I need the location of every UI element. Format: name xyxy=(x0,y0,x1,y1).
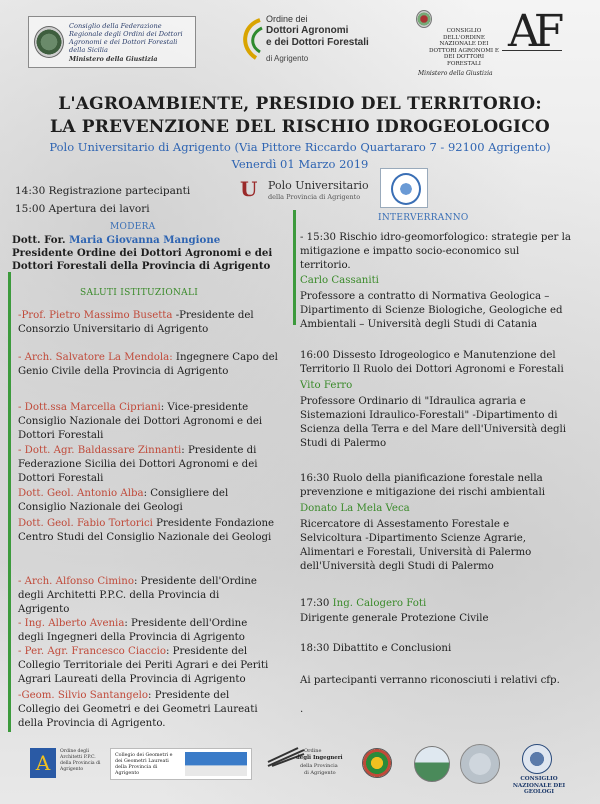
blue-stamp-icon xyxy=(391,173,421,205)
saluti-item-line xyxy=(18,488,228,501)
footer-logo-emblem xyxy=(360,746,394,780)
left-accent-bar xyxy=(8,272,11,732)
speaker2-role2: Sistemazioni Idraulico-Forestali" -Dipartimento di xyxy=(300,410,558,421)
talk4-role: Dirigente generale Protezione Civile xyxy=(300,613,489,624)
talk4-time: 17:30 xyxy=(300,598,333,609)
event-date: Venerdì 01 Marzo 2019 xyxy=(231,157,369,171)
logo-consiglio-nazionale-af xyxy=(408,6,588,80)
saluti-header: SALUTI ISTITUZIONALI xyxy=(80,288,199,298)
moderator-prefix: Dott. For. xyxy=(12,234,70,246)
periti-landscape-icon xyxy=(414,746,450,782)
saluti-item-role: : Presidente dell'Ordine xyxy=(124,618,248,629)
af-consiglio-text: CONSIGLIO DELL'ORDINE NAZIONALE DEI DOTTORI AGRONOMI E DEI DOTTORI FORESTALI xyxy=(428,28,499,67)
speaker2-role4: Studi di Palermo xyxy=(300,438,387,449)
modera-header: MODERA xyxy=(110,222,156,232)
saluti-item-line xyxy=(18,532,271,545)
event-title-line1: L'AGROAMBIENTE, PRESIDIO DEL TERRITORIO: xyxy=(58,94,542,114)
speaker2-role3: Scienza della Terra e del Mare dell'Università degli xyxy=(300,424,567,435)
saluti-item-line xyxy=(18,502,183,515)
saluti-item-role: -Presidente del xyxy=(175,310,254,321)
right-accent-bar xyxy=(293,210,296,325)
ingegneri-line1: Ordine xyxy=(304,748,322,754)
saluti-item-text: Consiglio Nazionale dei Geologi xyxy=(18,502,183,513)
logo-federazione-sicilia xyxy=(28,16,196,68)
round-seal-icon xyxy=(460,744,500,784)
italian-emblem-icon xyxy=(34,26,64,58)
speaker3-role1: Ricercatore di Assestamento Forestale e xyxy=(300,519,510,530)
saluti-item-text: degli Architetti P.P.C. della Provincia di xyxy=(18,590,220,601)
geologi-globe-icon xyxy=(522,744,552,774)
saluti-item-line xyxy=(18,646,247,659)
saluti-item-line xyxy=(18,618,247,631)
saluti-item-line xyxy=(18,604,69,617)
speaker1-name: Carlo Cassaniti xyxy=(300,275,379,286)
saluti-item-name: Dott. Geol. Fabio Tortorici xyxy=(18,518,153,529)
saluti-item-line xyxy=(18,660,268,673)
saluti-item-line xyxy=(18,518,274,531)
saluti-item-name: Dott. Geol. Antonio Alba xyxy=(18,488,144,499)
moderator-role-1: Presidente Ordine dei Dottori Agronomi e dei xyxy=(12,247,273,259)
saluti-item-line xyxy=(18,576,257,589)
talk1-line3: territorio. xyxy=(300,260,351,271)
saluti-item-role: : Presidente dell'Ordine xyxy=(134,576,257,587)
logo-ordine-agrigento xyxy=(238,12,378,72)
saluti-item-name: -Geom. Silvio Santangelo xyxy=(18,690,149,701)
talk3-line2: prevenzione e mitigazione dei rischi ambientali xyxy=(300,487,546,498)
trailing-dot: . xyxy=(300,704,304,715)
saluti-item-text: Agrari Laureati della Provincia di Agrigento xyxy=(18,674,246,685)
architetti-text: Ordine degli Architetti P.P.C. della Provincia di Agrigento xyxy=(60,749,101,772)
saluti-item-line xyxy=(18,704,258,717)
saluti-item-name: - Arch. Alfonso Cimino xyxy=(18,576,134,587)
footer-logo-geometri xyxy=(110,748,252,780)
ordine-swoosh-icon xyxy=(238,18,264,60)
saluti-item-role: : Presidente del xyxy=(165,646,248,657)
saluti-item-name: - Per. Agr. Francesco Ciaccio xyxy=(18,646,166,657)
saluti-item-line xyxy=(18,310,254,323)
saluti-item-line xyxy=(18,590,219,603)
speaker1-role3: Ambientali – Università degli Studi di Catania xyxy=(300,319,538,330)
architetti-mark-icon: A xyxy=(30,748,56,778)
schedule-apertura: 15:00 Apertura dei lavori xyxy=(15,203,150,215)
saluti-item-text: degli Ingegneri della Provincia di Agrigento xyxy=(18,632,245,643)
saluti-item-text: Federazione Sicilia dei Dottori Agronomi e dei xyxy=(18,459,258,470)
saluti-item-name: - Arch. Salvatore La Mendola: xyxy=(18,352,173,363)
ordine-logo-line1: Ordine dei xyxy=(266,14,308,24)
emblem-badge-icon xyxy=(362,748,392,778)
logo-federazione-ministry: Ministero della Giustizia xyxy=(69,55,158,63)
moderator-name: Maria Giovanna Mangione xyxy=(69,234,221,246)
logo-blue-stamp xyxy=(380,168,428,208)
footer-logo-geologi xyxy=(500,742,580,794)
geometri-text: Collegio dei Geometri e dei Geometri Laureati della Provincia di Agrigento xyxy=(115,753,173,776)
event-title-line2: LA PREVENZIONE DEL RISCHIO IDROGEOLOGICO xyxy=(50,117,550,137)
geologi-text: CONSIGLIO NAZIONALE DEI GEOLOGI xyxy=(512,776,566,796)
speaker3-name: Donato La Mela Veca xyxy=(300,503,410,514)
af-ministry-text: Ministero della Giustizia xyxy=(418,70,493,77)
speaker3-role3: Alimentari e Forestali, Università di Palermo xyxy=(300,547,532,558)
saluti-item-line xyxy=(18,718,166,731)
talk5-line: 18:30 Dibattito e Conclusioni xyxy=(300,643,452,654)
cfp-note: Ai partecipanti verranno riconosciuti i relativi cfp. xyxy=(300,675,560,686)
interverranno-header: INTERVERRANNO xyxy=(378,213,469,223)
talk4-line xyxy=(300,598,426,611)
event-venue: Polo Universitario di Agrigento (Via Pittore Riccardo Quartararo 7 - 92100 Agrigento) xyxy=(49,140,551,154)
saluti-item-line xyxy=(18,430,103,443)
ingegneri-line3: della Provincia xyxy=(300,763,338,769)
speaker1-role1: Professore a contratto di Normativa Geologica – xyxy=(300,291,550,302)
saluti-item-line xyxy=(18,402,248,415)
talk1-line2: mitigazione e impatto socio-economico sul xyxy=(300,246,520,257)
saluti-item-text: della Provincia di Agrigento. xyxy=(18,718,166,729)
speaker3-role2: Selvicoltura -Dipartimento Scienze Agrarie, xyxy=(300,533,527,544)
saluti-item-line xyxy=(18,324,208,337)
talk3-line1: 16:30 Ruolo della pianificazione forestale nella xyxy=(300,473,543,484)
geometri-image-icon xyxy=(185,752,247,776)
saluti-item-name: -Prof. Pietro Massimo Busetta xyxy=(18,310,176,321)
moderator-role-2: Dottori Forestali della Provincia di Agrigento xyxy=(12,260,271,272)
saluti-item-role: : Presidente del xyxy=(148,690,230,701)
speaker2-role1: Professore Ordinario di "Idraulica agraria e xyxy=(300,396,526,407)
saluti-item-text: Dottori Forestali xyxy=(18,430,104,441)
polo-logo-line2: della Provincia di Agrigento xyxy=(268,193,361,201)
ingegneri-line2: degli Ingegneri xyxy=(296,755,343,761)
speaker1-role2: Dipartimento di Scienze Biologiche, Geologiche ed xyxy=(300,305,563,316)
saluti-item-role: : Consigliere del xyxy=(143,488,229,499)
saluti-item-text: Centro Studi del Consiglio Nazionale dei Geologi xyxy=(18,532,272,543)
footer-logo-architetti xyxy=(30,746,106,782)
saluti-item-role: Ingegnere Capo del xyxy=(172,352,278,363)
saluti-item-line xyxy=(18,632,245,645)
saluti-item-name: - Dott. Agr. Baldassare Zinnanti xyxy=(18,445,182,456)
talk2-line1: 16:00 Dissesto Idrogeologico e Manutenzione del xyxy=(300,350,556,361)
saluti-item-line xyxy=(18,445,256,458)
af-monogram: AF xyxy=(508,6,559,57)
saluti-item-role: : Presidente di xyxy=(181,445,257,456)
talk4-name: Ing. Calogero Foti xyxy=(332,598,427,609)
footer-logo-round-seal xyxy=(458,742,502,786)
saluti-item-line xyxy=(18,473,103,486)
logo-polo-universitario xyxy=(240,176,370,204)
saluti-item-name: - Dott.ssa Marcella Cipriani xyxy=(18,402,161,413)
footer-logo-ingegneri xyxy=(266,746,350,782)
ordine-logo-line3: e dei Dottori Forestali xyxy=(266,37,369,48)
talk2-line2: Territorio Il Ruolo dei Dottori Agronomi e Forestali xyxy=(300,364,564,375)
saluti-item-line xyxy=(18,459,258,472)
saluti-item-role: : Vice-presidente xyxy=(160,402,249,413)
saluti-item-line xyxy=(18,690,229,703)
footer-logo-periti xyxy=(412,744,452,784)
saluti-item-line xyxy=(18,674,246,687)
saluti-item-text: Consorzio Universitario di Agrigento xyxy=(18,324,209,335)
schedule-registrazione: 14:30 Registrazione partecipanti xyxy=(15,185,191,197)
saluti-item-role: Presidente Fondazione xyxy=(152,518,275,529)
speaker3-role4: dell'Università degli Studi di Palermo xyxy=(300,561,494,572)
ingegneri-line4: di Agrigento xyxy=(304,770,336,776)
saluti-item-text: Genio Civile della Provincia di Agrigento xyxy=(18,366,229,377)
speaker2-name: Vito Ferro xyxy=(300,380,353,391)
saluti-item-text: Agrigento xyxy=(18,604,70,615)
saluti-item-text: Collegio Territoriale dei Periti Agrari e dei Periti xyxy=(18,660,269,671)
saluti-item-text: Consiglio Nazionale dei Dottori Agronomi e dei xyxy=(18,416,263,427)
af-divider xyxy=(502,50,562,51)
saluti-item-line xyxy=(18,366,228,379)
saluti-item-line xyxy=(18,352,278,365)
saluti-item-name: - Ing. Alberto Avenia xyxy=(18,618,125,629)
ordine-logo-line4: di Agrigento xyxy=(266,54,309,63)
ordine-logo-line2: Dottori Agronomi xyxy=(266,25,349,36)
polo-mark-icon: U xyxy=(240,177,258,201)
moderator-line xyxy=(12,234,220,248)
logo-federazione-text: Consiglio della Federazione Regionale degli Ordini dei Dottori Agronomi e dei Dottori Forestali della Sicilia xyxy=(69,22,183,54)
polo-logo-line1: Polo Universitario xyxy=(268,179,369,192)
saluti-item-line xyxy=(18,416,262,429)
saluti-item-text: Dottori Forestali xyxy=(18,473,104,484)
talk1-line1: - 15:30 Rischio idro-geomorfologico: strategie per la xyxy=(300,232,571,243)
italian-emblem-small-icon xyxy=(416,10,432,28)
saluti-item-text: Collegio dei Geometri e dei Geometri Laureati xyxy=(18,704,258,715)
